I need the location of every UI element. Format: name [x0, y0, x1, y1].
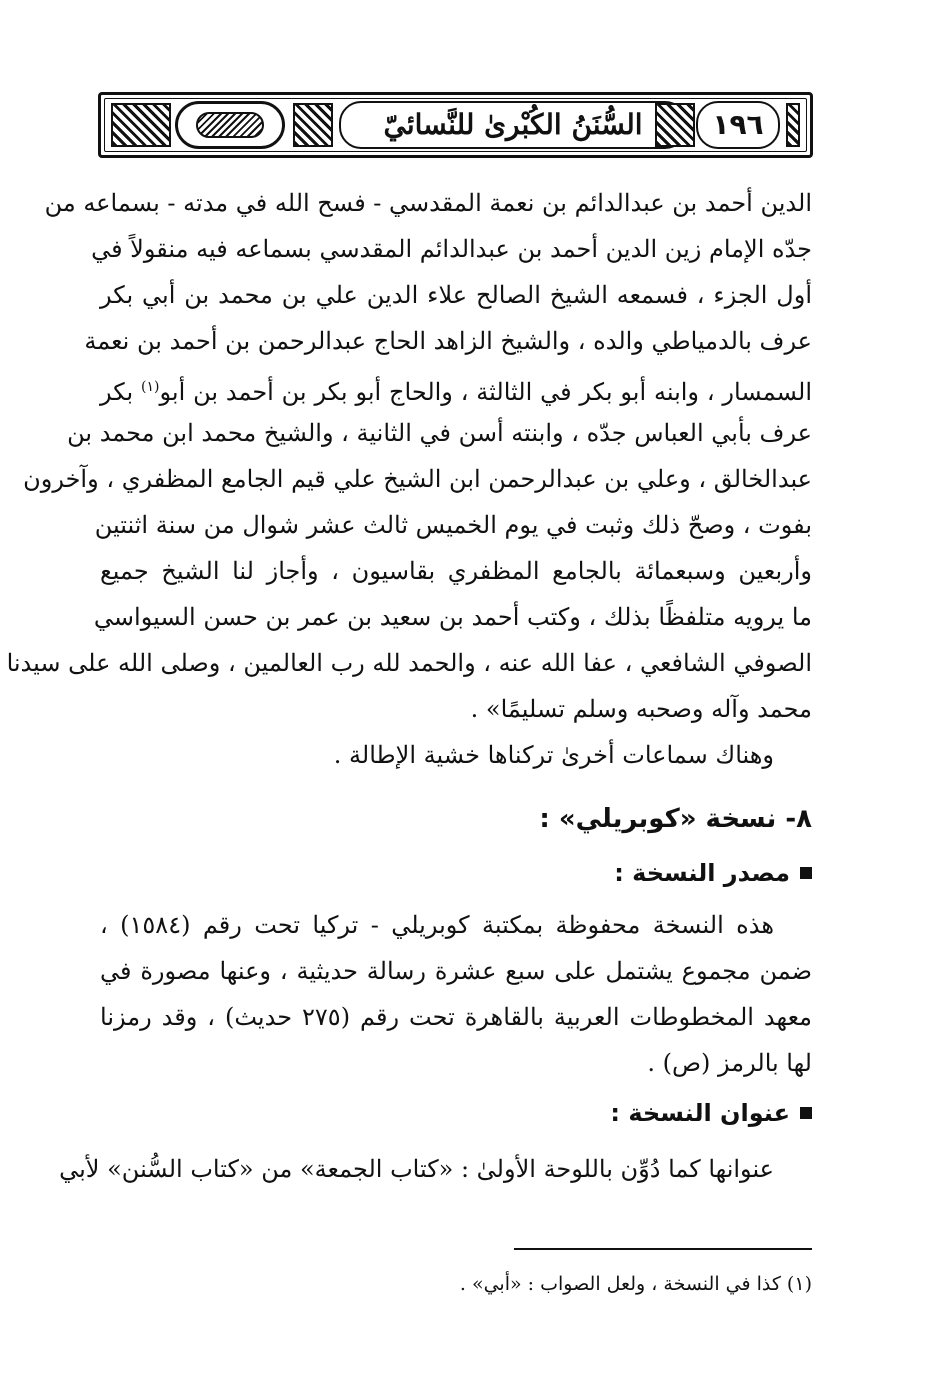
footnote-divider: [514, 1248, 812, 1250]
ornament-icon: [655, 103, 695, 147]
footnote-reference: (١): [141, 379, 160, 395]
text-line: معهد المخطوطات العربية بالقاهرة تحت رقم (٢٧٥ حديث) ، وقد رمزنا: [100, 1003, 812, 1031]
text-line: ما يرويه متلفظًا بذلك ، وكتب أحمد بن سعيد بن عمر بن حسن السيواسي: [93, 603, 812, 631]
subheading-text: مصدر النسخة :: [614, 859, 790, 887]
paragraph-2: وهناك سماعات أخرىٰ تركناها خشية الإطالة .: [333, 741, 774, 769]
subheading-source: [100, 846, 812, 900]
section-heading: ٨- نسخة «كوبريلي» :: [539, 804, 812, 834]
book-title: السُّنَنُ الكُبْرىٰ للنَّسائيّ: [383, 108, 643, 141]
text-line: الدين أحمد بن عبدالدائم بن نعمة المقدسي - فسح الله في مدته - بسماعه من: [44, 189, 812, 217]
ornament-icon: [786, 103, 800, 147]
black-square-icon: [800, 867, 812, 879]
text-line: الصوفي الشافعي ، عفا الله عنه ، والحمد لله رب العالمين ، وصلى الله على سيدنا: [6, 649, 812, 677]
text-segment: السمسار ، وابنه أبو بكر في الثالثة ، والحاج أبو بكر بن أحمد بن أبو: [159, 378, 813, 406]
paragraph-4: عنوانها كما دُوِّن باللوحة الأولىٰ : «كتاب الجمعة» من «كتاب السُّنن» لأبي: [59, 1155, 774, 1183]
text-line: عرف بأبي العباس جدّه ، وابنته أسن في الثانية ، والشيخ محمد ابن محمد بن: [67, 419, 812, 447]
page-number-frame: [696, 101, 780, 149]
text-line: عبدالخالق ، وعلي بن عبدالرحمن ابن الشيخ علي قيم الجامع المظفري ، وآخرون: [23, 465, 812, 493]
book-seal-icon: [175, 101, 285, 149]
paragraph-1: [6, 180, 813, 732]
text-line: محمد وآله وصحبه وسلم تسليمًا» .: [470, 695, 812, 723]
text-line: ضمن مجموع يشتمل على سبع عشرة رسالة حديثية ، وعنها مصورة في: [100, 957, 812, 985]
page-body: [6, 180, 813, 1192]
text-line: بفوت ، وصحّ ذلك وثبت في يوم الخميس ثالث عشر شوال من سنة اثنتين: [94, 511, 812, 539]
text-line: هذه النسخة محفوظة بمكتبة كوبريلي - تركيا تحت رقم (١٥٨٤) ،: [100, 911, 774, 939]
footnote: (١) كذا في النسخة ، ولعل الصواب : «أبي» .: [459, 1273, 812, 1295]
black-square-icon: [800, 1107, 812, 1119]
subheading-title: [100, 1086, 812, 1140]
text-line: وأربعين وسبعمائة بالجامع المظفري بقاسيون ، وأجاز لنا الشيخ جميع: [100, 557, 812, 585]
ornament-icon: [293, 103, 333, 147]
ornament-icon: [111, 103, 171, 147]
page-number: ١٩٦: [712, 108, 764, 141]
running-header: [98, 92, 813, 158]
text-line: جدّه الإمام زين الدين أحمد بن عبدالدائم المقدسي بسماعه فيه منقولاً في: [91, 235, 812, 263]
header-title-frame: [339, 101, 687, 149]
text-line-with-footnote: [100, 364, 812, 410]
paragraph-3: [100, 902, 812, 1086]
text-line: أول الجزء ، فسمعه الشيخ الصالح علاء الدين علي بن محمد بن أبي بكر: [100, 281, 812, 309]
subheading-text: عنوان النسخة :: [610, 1099, 790, 1127]
text-line: لها بالرمز (ص) .: [647, 1049, 812, 1077]
text-segment: بكر: [100, 378, 134, 406]
text-line: عرف بالدمياطي والده ، والشيخ الزاهد الحاج عبدالرحمن بن أحمد بن نعمة: [84, 327, 812, 355]
